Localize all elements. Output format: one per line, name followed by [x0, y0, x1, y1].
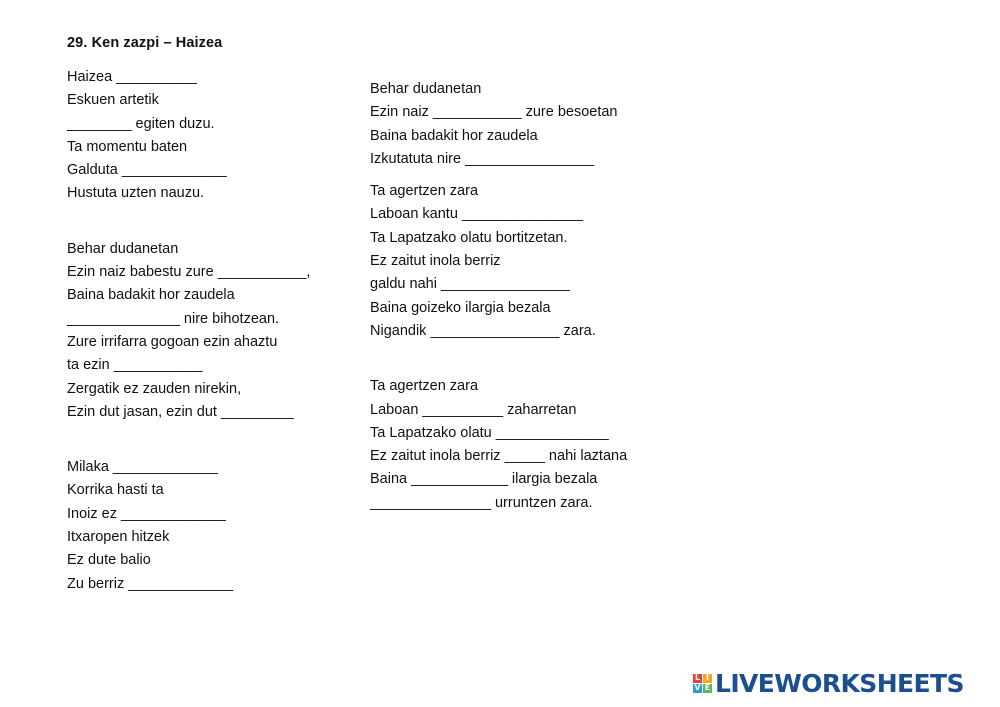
- lyric-line: Ezin naiz ___________ zure besoetan: [370, 104, 618, 121]
- lyric-line: _______________ urruntzen zara.: [370, 494, 593, 511]
- right-stanza-3: [370, 375, 627, 515]
- lyric-line: Baina badakit hor zaudela: [370, 127, 538, 144]
- logo-tile: E: [704, 683, 711, 692]
- lyric-line: Zure irrifarra gogoan ezin ahaztu: [67, 333, 278, 350]
- lyric-line: Ta Lapatzako olatu bortitzetan.: [370, 229, 568, 246]
- logo-wordmark: LIVEWORKSHEETS: [715, 668, 964, 698]
- logo-tile: V: [694, 683, 701, 692]
- logo-tile: L: [694, 673, 701, 682]
- right-column: [370, 78, 627, 515]
- lyric-line: Ez zaitut inola berriz _____ nahi laztana: [370, 448, 628, 465]
- logo-tile: I: [703, 674, 712, 683]
- lyric-line: Ezin naiz babestu zure ___________,: [67, 264, 311, 281]
- lyric-line: Zu berriz _____________: [67, 575, 234, 592]
- lyric-line: Behar dudanetan: [67, 240, 179, 257]
- lyric-line: Zergatik ez zauden nirekin,: [67, 380, 242, 397]
- lyric-line: Ta agertzen zara: [370, 183, 479, 200]
- lyric-line: Itxaropen hitzek: [67, 529, 170, 546]
- left-stanza-3: [67, 456, 310, 596]
- live-tiles-icon: [693, 674, 712, 693]
- lyric-line: Ta momentu baten: [67, 138, 188, 155]
- lyric-line: Haizea __________: [67, 69, 197, 85]
- lyric-line: Eskuen artetik: [67, 92, 159, 109]
- lyric-line: Ta agertzen zara: [370, 378, 479, 395]
- lyric-line: ________ egiten duzu.: [67, 115, 215, 132]
- lyric-line: Baina goizeko ilargia bezala: [370, 299, 551, 316]
- lyric-line: Ez zaitut inola berriz: [370, 253, 501, 270]
- lyric-line: Ta Lapatzako olatu ______________: [370, 424, 609, 441]
- lyric-line: ______________ nire bihotzean.: [67, 310, 280, 327]
- lyric-line: ta ezin ___________: [67, 357, 203, 374]
- lyric-line: galdu nahi ________________: [370, 276, 570, 293]
- lyric-line: Nigandik ________________ zara.: [370, 322, 596, 339]
- lyric-line: Hustuta uzten nauzu.: [67, 185, 205, 202]
- right-stanza-1: [370, 78, 627, 171]
- worksheet-title: 29. Ken zazpi – Haizea: [67, 35, 223, 51]
- left-stanza-2: [67, 238, 310, 424]
- lyric-line: Izkutatuta nire ________________: [370, 150, 595, 167]
- lyric-line: Laboan __________ zaharretan: [370, 401, 577, 418]
- lyric-line: Baina badakit hor zaudela: [67, 287, 235, 304]
- right-stanza-2: [370, 180, 627, 343]
- lyric-line: Ez dute balio: [67, 552, 151, 569]
- left-column: [67, 66, 310, 596]
- liveworksheets-logo[interactable]: [693, 666, 964, 700]
- lyric-line: Inoiz ez _____________: [67, 505, 226, 522]
- lyric-line: Ezin dut jasan, ezin dut _________: [67, 403, 294, 420]
- lyric-line: Laboan kantu _______________: [370, 206, 583, 223]
- left-stanza-1: [67, 66, 310, 206]
- lyric-line: Korrika hasti ta: [67, 482, 164, 499]
- lyric-line: Behar dudanetan: [370, 81, 482, 97]
- lyric-line: Baina ____________ ilargia bezala: [370, 471, 598, 488]
- lyric-line: Milaka _____________: [67, 459, 218, 476]
- lyric-line: Galduta _____________: [67, 162, 227, 179]
